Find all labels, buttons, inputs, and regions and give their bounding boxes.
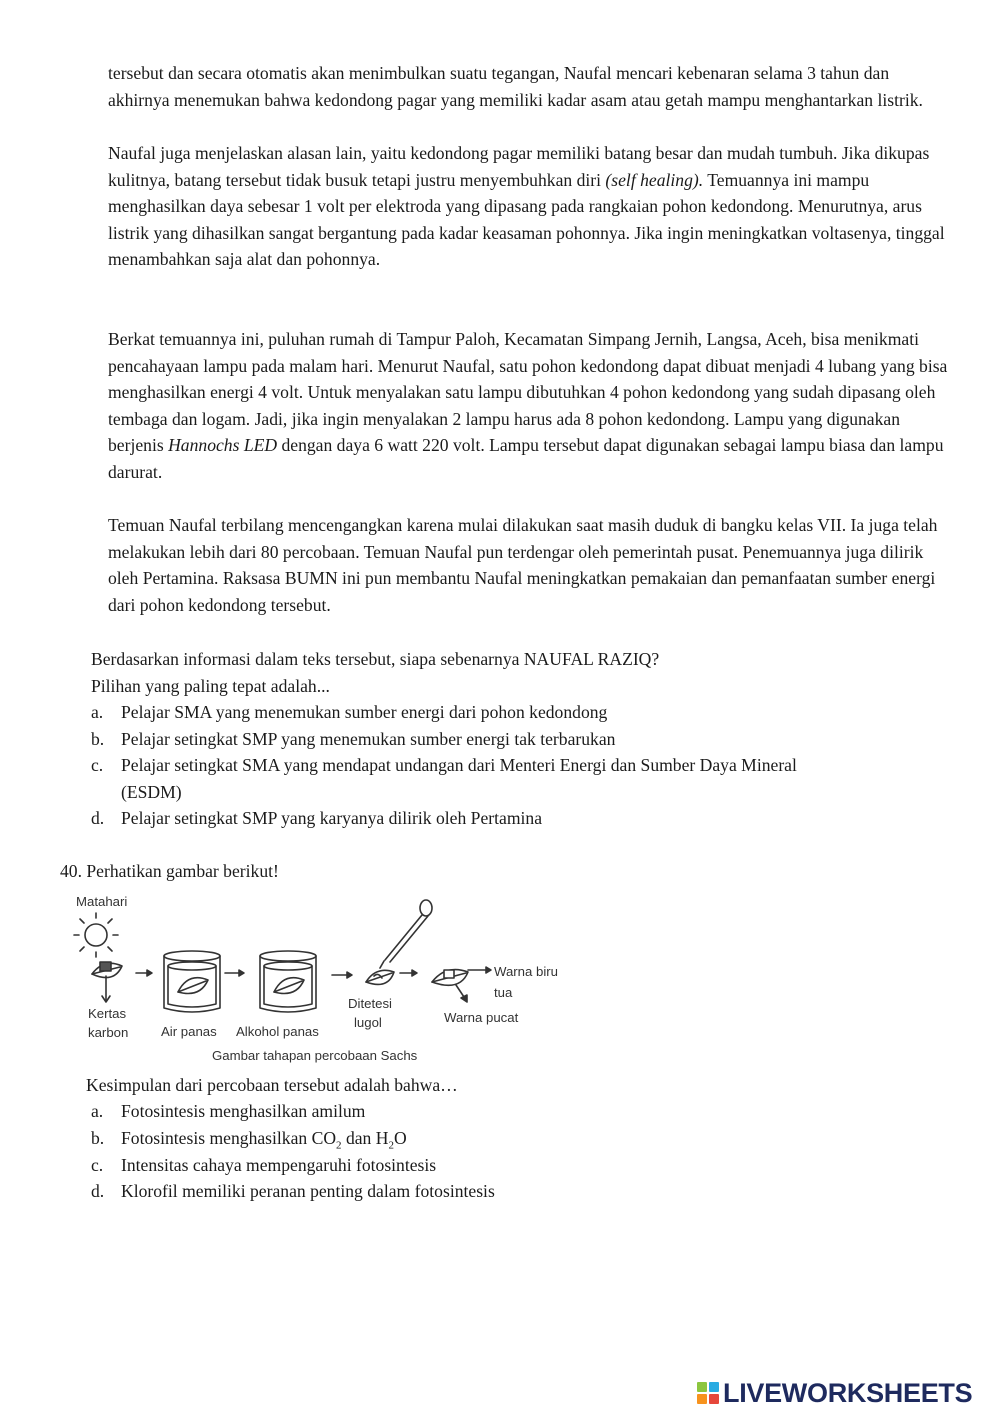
arrow-icon — [225, 970, 244, 976]
label-drop-1: Ditetesi — [348, 996, 392, 1011]
passage-p3-italic: Hannochs LED — [168, 435, 278, 456]
q40-prompt: Kesimpulan dari percobaan tersebut adalah bahwa… — [86, 1075, 458, 1095]
passage-p2-italic: (self healing). — [605, 169, 704, 190]
passage-p3-end: dengan daya 6 watt 220 volt. Lampu tersebut dapat digunakan sebagai lampu biasa dan lampu darurat. — [108, 435, 944, 482]
passage-p2-start: Naufal juga menjelaskan alasan lain, yaitu kedondong pagar memiliki batang besar dan mudah tumbuh. Jika dikupas kulitnya, batang tersebut tidak busuk tetapi justru menyembuhkan diri — [108, 143, 930, 190]
q40-option-text: Fotosintesis menghasilkan $CO_2$ dan $H_2O$ — [121, 1128, 407, 1152]
passage-paragraph-4: Temuan Naufal terbilang mencengangkan karena mulai dilakukan saat masih duduk di bangku kelas VII. Ia juga telah melakukan lebih dari 80 percobaan. Temuan Naufal pun terdengar oleh pemerintah pusat. Penemuannya juga dilirik oleh Pertamina. Raksasa BUMN ini pun membantu Naufal meningkatkan pemakaian dan pemanfaatan sumber energi dari pohon kedondong tersebut. — [108, 515, 938, 615]
arrow-icon — [400, 970, 417, 976]
passage-paragraph-1: tersebut dan secara otomatis akan menimbulkan suatu tegangan, Naufal mencari kebenaran selama 3 tahun dan akhirnya menemukan bahwa kedondong pagar yang memiliki kadar asam atau getah mampu menghantarkan listrik. — [108, 63, 923, 110]
q40-option-a[interactable] — [91, 1098, 951, 1125]
passage-p3-start: Berkat temuannya ini, puluhan rumah di Tampur Paloh, Kecamatan Simpang Jernih, Langsa, Aceh, bisa menikmati pencahayaan lampu pada malam hari. Menurut Naufal, satu pohon kedondong dapat dibuat menjadi 4 lubang yang bisa menghasilkan energi 4 volt. Untuk menyalakan satu lampu dibutuhkan 4 pohon kedondong yang sudah dipasang oleh tembaga dan logam. Jadi, jika ingin menyalakan 2 lampu harus ada 8 pohon kedondong. Lampu yang digunakan berjenis — [108, 329, 948, 456]
beaker-alcohol-icon — [260, 951, 316, 1012]
q39-question: Berdasarkan informasi dalam teks tersebut, siapa sebenarnya NAUFAL RAZIQ? — [91, 649, 660, 669]
arrow-icon — [136, 970, 152, 976]
q40-option-letter: d. — [91, 1181, 105, 1201]
sun-icon — [74, 913, 118, 957]
q40-option-text: Intensitas cahaya mempengaruhi fotosintesis — [121, 1155, 437, 1175]
dropper-lugol-icon — [366, 900, 432, 984]
q40-option-letter: a. — [91, 1101, 104, 1121]
q39-option-c[interactable] — [91, 752, 951, 805]
label-carbon-paper-1: Kertas — [88, 1006, 127, 1021]
result-leaf-icon — [432, 967, 491, 1002]
label-sun: Matahari — [76, 894, 128, 909]
q39-option-letter: a. — [91, 702, 104, 722]
q40-option-text: Fotosintesis menghasilkan amilum — [121, 1101, 366, 1121]
q39-option-d[interactable] — [91, 805, 951, 832]
liveworksheets-brand: LIVEWORKSHEETS — [723, 1377, 973, 1408]
q39-option-letter: c. — [91, 755, 104, 775]
label-hot-alcohol: Alkohol panas — [236, 1024, 319, 1039]
sachs-experiment-figure — [70, 890, 590, 1070]
q39-option-a[interactable] — [91, 699, 951, 726]
q39-option-b[interactable] — [91, 726, 951, 753]
label-carbon-paper-2: karbon — [88, 1025, 129, 1040]
beaker-hot-water-icon — [164, 951, 220, 1012]
q39-option-text-cont: (ESDM) — [121, 781, 182, 802]
figure-caption: Gambar tahapan percobaan Sachs — [212, 1048, 418, 1063]
liveworksheets-logo[interactable] — [697, 1378, 972, 1408]
q39-prompt: Pilihan yang paling tepat adalah... — [91, 676, 330, 696]
label-blue-2: tua — [494, 985, 513, 1000]
q39-option-text: Pelajar SMA yang menemukan sumber energi dari pohon kedondong — [121, 702, 608, 722]
passage-p2-end: Temuannya ini mampu menghasilkan daya sebesar 1 volt per elektroda yang dipasang pada rangkaian pohon kedondong. Menurutnya, arus listrik yang dihasilkan sangat bergantung pada kadar keasaman pohonnya. Jika ingin meningkatkan voltasenya, tinggal menambahkan saja alat dan pohonnya. — [108, 169, 945, 270]
q39-option-letter: d. — [91, 808, 105, 828]
label-drop-2: lugol — [354, 1015, 382, 1030]
q40-option-text: Klorofil memiliki peranan penting dalam fotosintesis — [121, 1181, 495, 1201]
label-hot-water: Air panas — [161, 1024, 217, 1039]
label-blue-1: Warna biru — [494, 964, 559, 979]
q39-option-text: Pelajar setingkat SMP yang karyanya dilirik oleh Pertamina — [121, 808, 543, 828]
q40-option-letter: b. — [91, 1128, 105, 1148]
passage-paragraph-3 — [108, 326, 953, 486]
q40-option-c[interactable] — [91, 1152, 951, 1179]
q39-option-letter: b. — [91, 729, 105, 749]
passage-paragraph-2 — [108, 140, 953, 273]
q40-option-letter: c. — [91, 1155, 104, 1175]
label-pale: Warna pucat — [444, 1010, 519, 1025]
q39-option-text: Pelajar setingkat SMP yang menemukan sumber energi tak terbarukan — [121, 729, 616, 749]
liveworksheets-logo-icon — [697, 1382, 719, 1404]
q39-option-text: Pelajar setingkat SMA yang mendapat undangan dari Menteri Energi dan Sumber Daya Mineral — [121, 755, 797, 775]
q40-heading: 40. Perhatikan gambar berikut! — [60, 861, 279, 881]
arrow-icon — [332, 972, 352, 978]
q40-option-d[interactable] — [91, 1178, 951, 1205]
leaf-carbon-paper-icon — [92, 962, 122, 1002]
